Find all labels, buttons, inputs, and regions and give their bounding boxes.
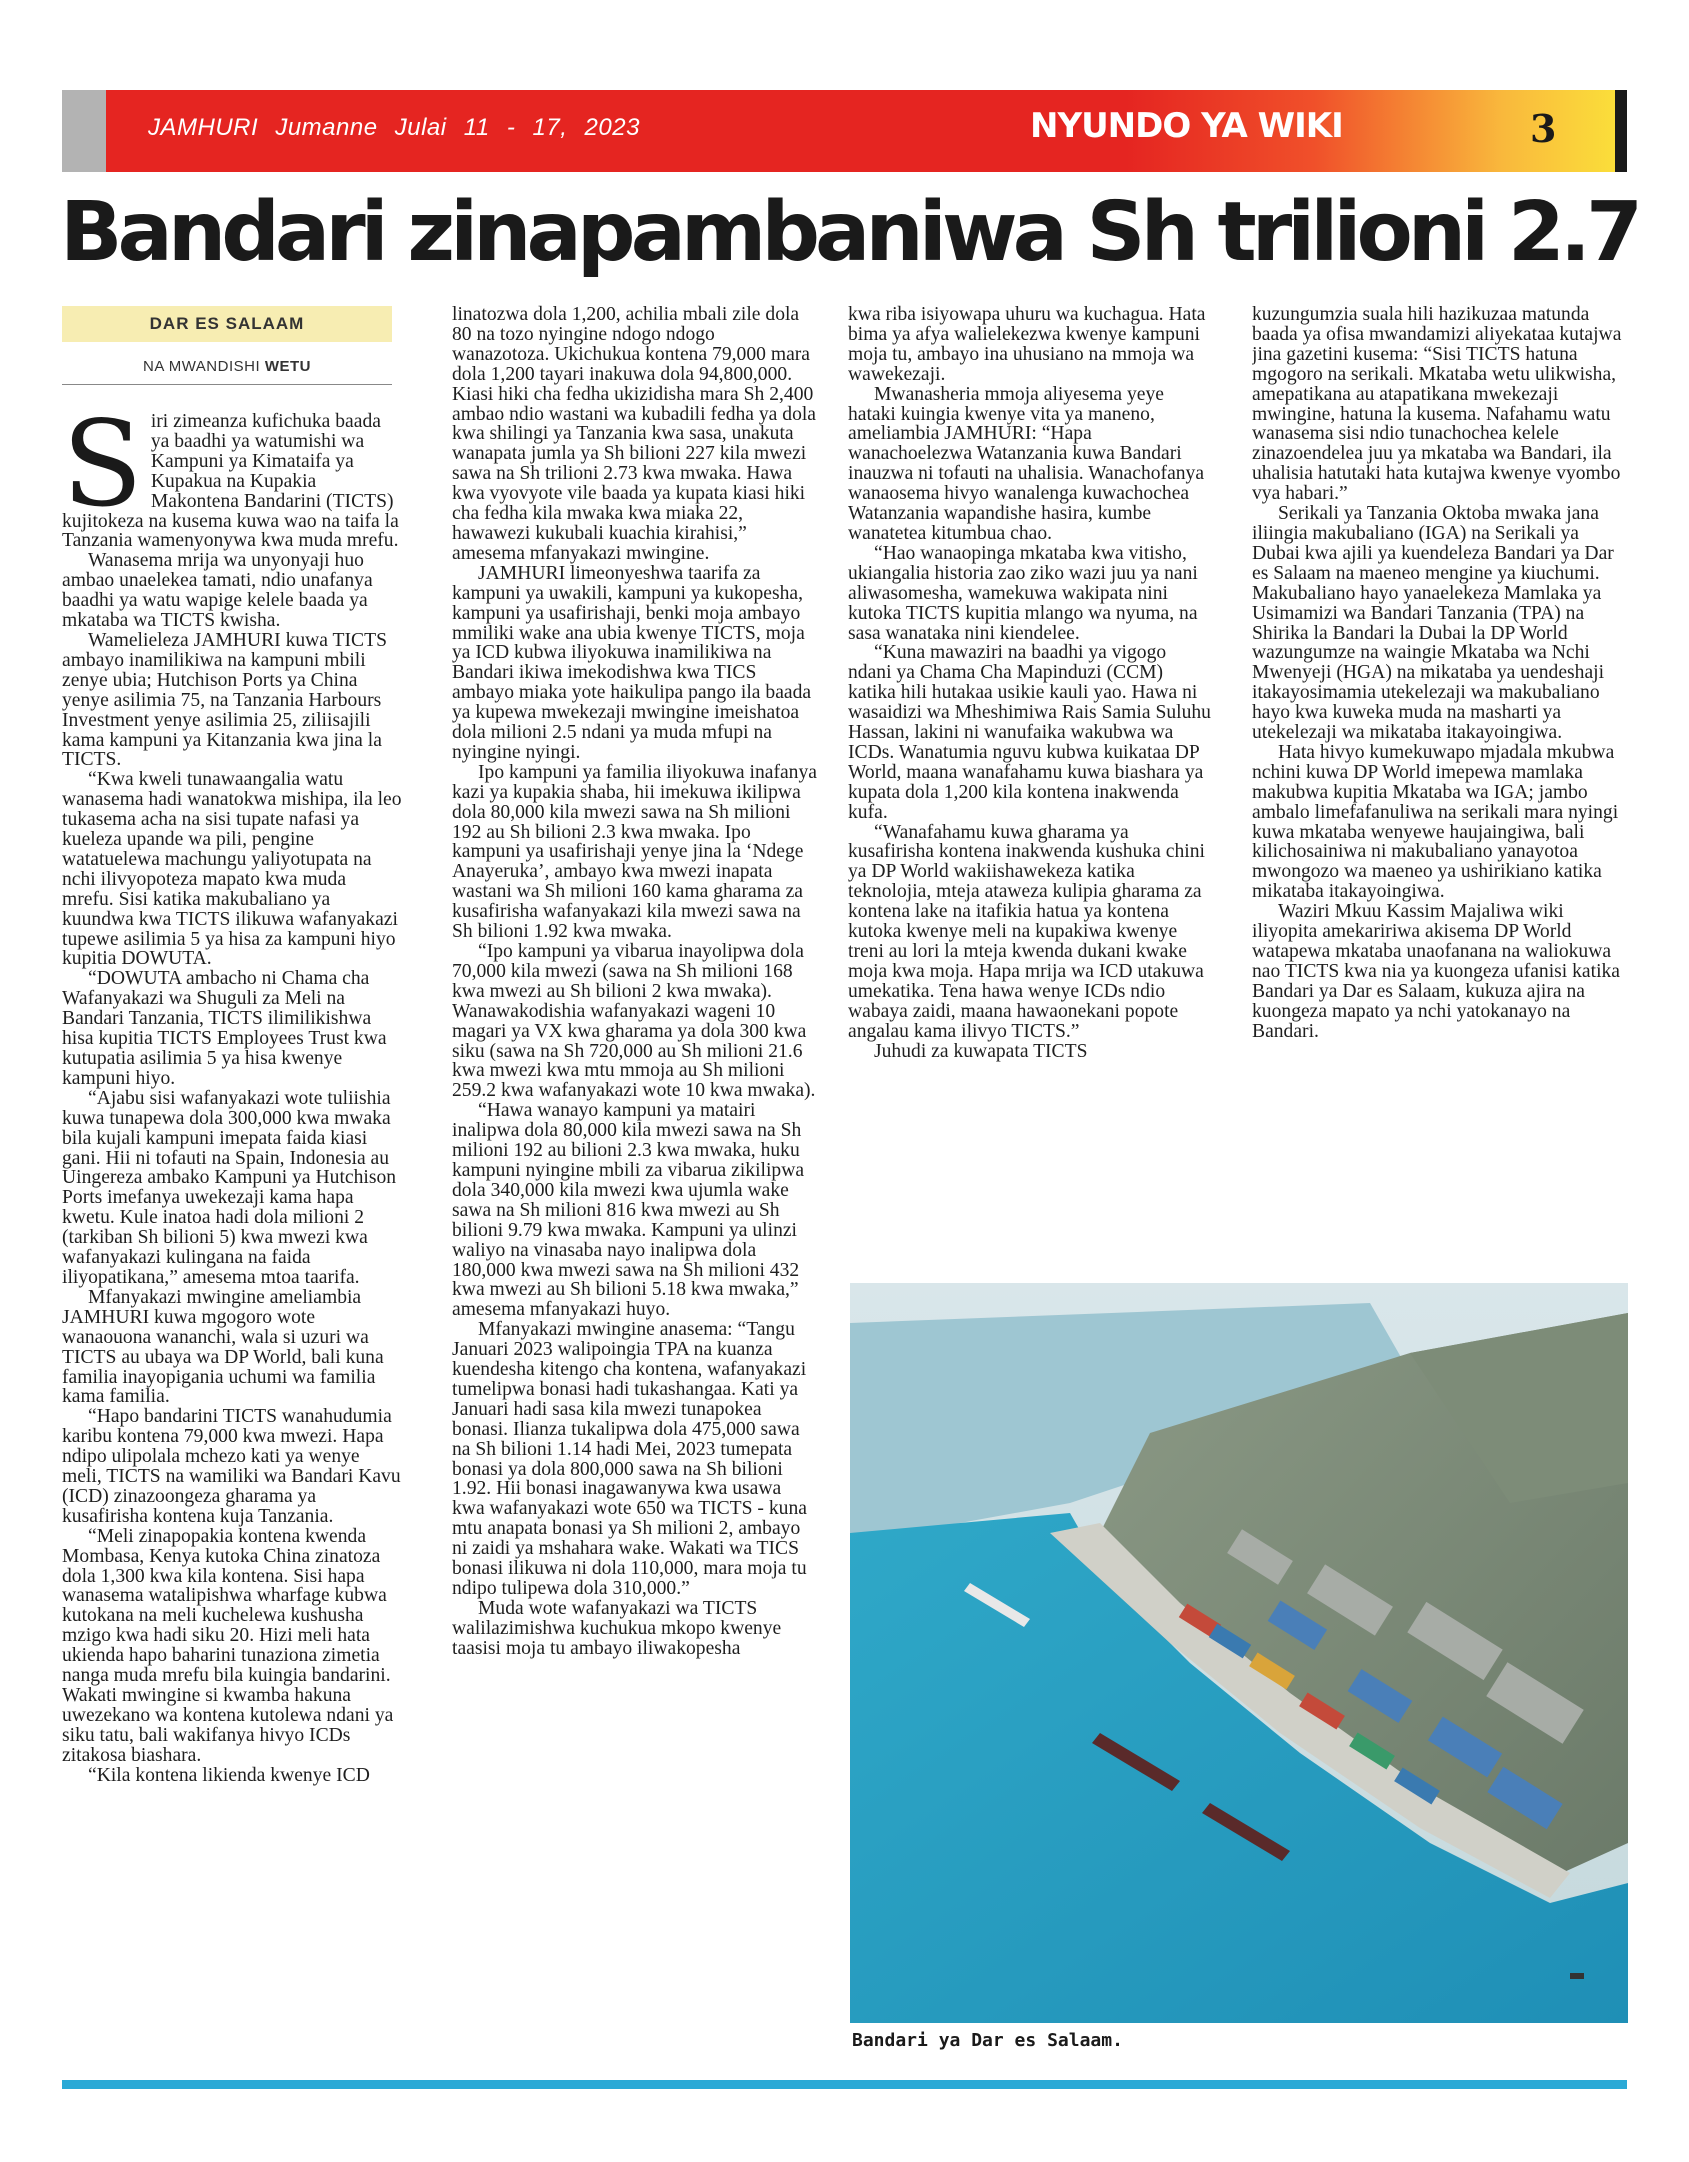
section-name: NYUNDO YA WIKI: [1030, 106, 1343, 146]
paragraph: linatozwa dola 1,200, achilia mbali zile dola 80 na tozo nyingine ndogo ndogo wanazotoza. Ukichukua kontena 79,000 mara dola 1,200 tayari inakuwa dola 94,800,000. Kiasi hiki cha fedha ukizidisha mara Sh 2,400 ambao ndio wastani wa kubadili fedha ya dola kwa shilingi ya Tanzania kwa sasa, unakuta wanapata jumla ya Sh bilioni 227 kila mwezi sawa na Sh trilioni 2.73 kwa mwaka. Hawa kwa vyovyote vile baada ya kupata kiasi hiki cha fedha kila mwaka kwa miaka 22, hawawezi kukubali kuachia kirahisi,” amesema mfanyakazi mwingine.: [452, 305, 817, 564]
paragraph: “Hapo bandarini TICTS wanahudumia karibu kontena 79,000 kwa mwezi. Hapa ndipo ulipolala mchezo kati ya wenye meli, TICTS na wamiliki wa Bandari Kavu (ICD) zinazoongeza gharama ya kusafirisha kontena kuja Tanzania.: [62, 1406, 401, 1527]
paragraph: “Meli zinapopakia kontena kwenda Mombasa, Kenya kutoka China zinatoza dola 1,300 kwa kila kontena. Sisi hapa wanasema watalipishwa wharfage kubwa kutokana na meli kuchelewa kushusha mzigo kwa hadi siku 20. Hizi meli hata ukienda hapo baharini tunaziona zimetia nanga muda mrefu bila kuingia bandarini. Wakati mwingine si kwamba hakuna uwezekano wa kontena kutolewa ndani ya siku tatu, bali wakifanya hivyo ICDs zitakosa biashara.: [62, 1525, 394, 1766]
article-column-3: [848, 305, 1213, 1255]
paragraph: Hata hivyo kumekuwapo mjadala mkubwa nchini kuwa DP World imepewa mamlaka makubwa kupitia Mkataba wa IGA; jambo ambalo limefafanuliwa na serikali mara nyingi kuwa mkataba wenyewe haujaingiwa, bali kilichosainiwa ni makubaliano yanayotoa mwongozo wa maeneo ya ushirikiano katika mikataba itakayoingiwa.: [1252, 741, 1619, 903]
paragraph: Wamelieleza JAMHURI kuwa TICTS ambayo inamilikiwa na kampuni mbili zenye ubia; Hutchison Ports ya China yenye asilimia 75, na Tanzania Harbours Investment yenye asilimia 25, ziliisajili kama kampuni ya Kitanzania kwa jina la TICTS.: [62, 629, 387, 771]
paragraph: “Kwa kweli tunawaangalia watu wanasema hadi wanatokwa mishipa, ila leo tukasema acha na sisi tupate nafasi ya kueleza upande wa pili, pengine watatuelewa machungu yaliyotupata na nchi ilivyopoteza mapato kwa muda mrefu. Sisi katika makubaliano ya kuundwa kwa TICTS ilikuwa wafanyakazi tupewe asilimia 5 ya hisa za kampuni hiyo kupitia DOWUTA.: [62, 769, 402, 970]
paragraph: Serikali ya Tanzania Oktoba mwaka jana iliingia makubaliano (IGA) na Serikali ya Dubai kwa ajili ya kuendeleza Bandari ya Dar es Salaam na maeneo mengine ya kiuchumi. Makubaliano hayo yanaelekeza Mamlaka ya Usimamizi wa Bandari Tanzania (TPA) na Shirika la Bandari la Dubai la DP World wazungumze na waingie Mkataba wa Nchi Mwenyeji (HGA) na mikataba ya uendeshaji itakayosimamia utekelezaji wa makubaliano hayo kwa kuweka muda na masharti ya utekelezaji wa mikataba itakayoingiwa.: [1252, 503, 1614, 744]
port-aerial-photo: [850, 1283, 1628, 2023]
paragraph: Mwanasheria mmoja aliyesema yeye hataki kuingia kwenye vita ya maneno, ameliambia JAMHURI: “Hapa wanachoelezwa Watanzania kuwa Bandari inauzwa ni tofauti na uhalisia. Wanachofanya wanaosema hivyo wanalenga kuwachochea Watanzania wapandishe hasira, kumbe wanatetea kitumbua chao.: [848, 383, 1205, 544]
dateline: DAR ES SALAAM: [62, 306, 392, 342]
paragraph: kwa riba isiyowapa uhuru wa kuchagua. Hata bima ya afya walielekezwa kwenye kampuni moja tu, ambayo ina uhusiano na mmoja wa wawekezaji.: [848, 305, 1206, 385]
paragraph: Wanasema mrija wa unyonyaji huo ambao unaelekea tamati, ndio unafanya baadhi ya watu wapige kelele baada ya mkataba wa TICTS kwisha.: [62, 550, 373, 632]
paragraph: Mfanyakazi mwingine ameliambia JAMHURI kuwa mgogoro wote wanaouona wananchi, wala si uzuri wa TICTS au ubaya wa DP World, bali kuna familia inayopigania uchumi wa familia kama familia.: [62, 1286, 384, 1408]
paragraph: “Kuna mawaziri na baadhi ya vigogo ndani ya Chama Cha Mapinduzi (CCM) katika hili hutakaa usikie kauli yao. Hawa ni wasaidizi wa Mheshimiwa Rais Samia Suluhu Hassan, lakini ni wanufaika wakubwa wa ICDs. Wanatumia nguvu kubwa kuikataa DP World, maana wanafahamu kuwa biashara ya kupata dola 1,200 kila kontena inakwenda kufa.: [848, 642, 1211, 823]
photo-caption: Bandari ya Dar es Salaam.: [852, 2030, 1123, 2051]
byline: [62, 358, 392, 375]
paragraph: Waziri Mkuu Kassim Majaliwa wiki iliyopita amekaririwa akisema DP World watapewa mkataba unaofanana na waliokuwa nao TICTS kwa nia ya kuongeza ufanisi katika Bandari ya Dar es Salaam, kukuza ajira na kuongeza mapato ya nchi yatokanayo na Bandari.: [1252, 901, 1621, 1042]
headline: Bandari zinapambaniwa Sh trilioni 2.7: [60, 185, 1639, 280]
paragraph: “Wanafahamu kuwa gharama ya kusafirisha kontena inakwenda kushuka chini ya DP World wakiishawekeza katika teknolojia, mteja ataweza kulipia gharama za kontena lake na itafikia hatua ya kontena kutoka kwenye meli na kupakiwa kwenye treni au lori la mteja kwenda dukani kwake moja kwa moja. Hapa mrija wa ICD utakuwa umekatika. Tena hawa wenye ICDs ndio wabaya zaidi, maana hawaonekani popote angalau kama ilivyo TICTS.”: [848, 821, 1205, 1042]
paragraph: “Hawa wanayo kampuni ya matairi inalipwa dola 80,000 kila mwezi sawa na Sh milioni 192 au bilioni 2.3 kwa mwaka, huku kampuni nyingine mbili za vibarua zikilipwa dola 340,000 kila mwezi kwa ujumla wake sawa na Sh milioni 816 kwa mwezi au Sh bilioni 9.79 kwa mwaka. Kampuni ya ulinzi waliyo na vinasaba nayo inalipwa dola 180,000 kwa mwezi sawa na Sh milioni 432 kwa mwezi au Sh bilioni 5.18 kwa mwaka,” amesema mfanyakazi huyo.: [452, 1100, 805, 1321]
paragraph: “Hao wanaopinga mkataba kwa vitisho, ukiangalia historia zao ziko wazi juu ya nani aliwasomesha, wamekuwa wakipata nini kutoka TICTS kupitia mlango wa nyuma, na sasa wanataka nini kiendelee.: [848, 542, 1198, 644]
paragraph: Siri zimeanza kufichuka baada ya baadhi ya watumishi wa Kampuni ya Kimataifa ya Kupakua na Kupakia Makontena Bandarini (TICTS) kujitokeza na kusema kuwa wao na taifa la Tanzania wamenyonywa kwa muda mrefu.: [62, 412, 399, 552]
header-grey-block: [62, 90, 106, 172]
paragraph: Mfanyakazi mwingine anasema: “Tangu Januari 2023 walipoingia TPA na kuanza kuendesha kitengo cha kontena, wafanyakazi tumelipwa bonasi hadi tukashangaa. Kati ya Januari hadi sasa kila mwezi tunapokea bonasi. Ilianza tukalipwa dola 475,000 sawa na Sh bilioni 1.14 hadi Mei, 2023 tumepata bonasi ya dola 800,000 sawa na Sh bilioni 1.92. Hii bonasi inagawanywa kwa usawa kwa wafanyakazi wote 650 wa TICTS - kuna mtu anapata bonasi ya Sh milioni 2, ambayo ni zaidi ya mshahara wake. Wakati wa TICS bonasi ilikuwa ni dola 110,000, mara moja tu ndipo tulipewa dola 310,000.”: [452, 1319, 807, 1599]
article-column-2: [452, 305, 817, 2042]
paragraph: “Kila kontena likienda kwenye ICD: [88, 1764, 370, 1786]
paragraph: “Ajabu sisi wafanyakazi wote tuliishia kuwa tunapewa dola 300,000 kwa mwaka bila kujali kampuni imepata faida kiasi gani. Hii ni tofauti na Spain, Indonesia au Uingereza ambako Kampuni ya Hutchison Ports imefanya uwekezaji kama hapa kwetu. Kule inatoa hadi dola milioni 2 (tarkiban Sh bilioni 5) kwa mwezi kwa wafanyakazi kulingana na faida iliyopatikana,” amesema mtoa taarifa.: [62, 1087, 397, 1288]
page-number: 3: [1530, 106, 1557, 151]
paragraph: JAMHURI limeonyeshwa taarifa za kampuni ya uwakili, kampuni ya kukopesha, kampuni ya usafirishaji, benki moja ambayo mmiliki wake ana ubia kwenye TICTS, moja ya ICD kubwa iliyokuwa inamilikiwa na Bandari ikiwa imekodishwa kwa TICS ambayo miaka yote haikulipa pango ila baada ya kupewa mwekezaji mwingine imeishatoa dola milioni 2.5 ndani ya muda mfupi na nyingine nyingi.: [452, 562, 812, 763]
paragraph: Juhudi za kuwapata TICTS: [874, 1040, 1088, 1062]
masthead-date: JAMHURI Jumanne Julai 11 - 17, 2023: [148, 114, 640, 141]
byline-name: WETU: [264, 358, 311, 375]
article-column-4: [1252, 305, 1624, 1305]
paragraph: Muda wote wafanyakazi wa TICTS walilazimishwa kuchukua mkopo kwenye taasisi moja tu ambayo iliwakopesha: [452, 1597, 782, 1659]
paragraph: kuzungumzia suala hili hazikuzaa matunda baada ya ofisa mwandamizi aliyekataa kutajwa jina gazetini kusema: “Sisi TICTS hatuna mgogoro na serikali. Mkataba wetu ulikwisha, amepatikana au atapatikana mwekezaji mwingine, hatuna la kusema. Nafahamu watu wanasema sisi ndio tunachochea kelele zinazoendelea juu ya mkataba wa Bandari, ila uhalisia hatutaki hata kutajwa kwenye vyombo vya habari.”: [1252, 305, 1622, 505]
dropcap: S: [62, 412, 143, 533]
paragraph: “DOWUTA ambacho ni Chama cha Wafanyakazi wa Shuguli za Meli na Bandari Tanzania, TICTS ilimilikishwa hisa kupitia TICTS Employees Trust kwa kutupatia asilimia 5 ya hisa kwenye kampuni hiyo.: [62, 968, 387, 1089]
header-black-bar: [1615, 90, 1627, 172]
bottom-rule: [62, 2080, 1627, 2089]
byline-prefix: NA MWANDISHI: [143, 358, 261, 375]
byline-rule: [62, 384, 392, 385]
paragraph: “Ipo kampuni ya vibarua inayolipwa dola 70,000 kila mwezi (sawa na Sh milioni 168 kwa mwezi au Sh bilioni 2 kwa mwaka). Wanawakodishia wafanyakazi wageni 10 magari ya VX kwa gharama ya dola 300 kwa siku (sawa na Sh 720,000 au Sh milioni 21.6 kwa mwezi kwa mtu mmoja au Sh milioni 259.2 kwa wafanyakazi wote 10 kwa mwaka).: [452, 941, 816, 1102]
article-column-1: [62, 412, 402, 2042]
paragraph: Ipo kampuni ya familia iliyokuwa inafanya kazi ya kupakia shaba, hii imekuwa ikilipwa dola 80,000 kila mwezi sawa na Sh milioni 192 au Sh bilioni 2.3 kwa mwaka. Ipo kampuni ya usafirishaji yenye jina la ‘Ndege Anayeruka’, ambayo kwa mwezi inapata wastani wa Sh milioni 160 kama gharama za kusafirisha wafanyakazi kila mwezi sawa na Sh bilioni 1.92 kwa mwaka.: [452, 761, 817, 943]
